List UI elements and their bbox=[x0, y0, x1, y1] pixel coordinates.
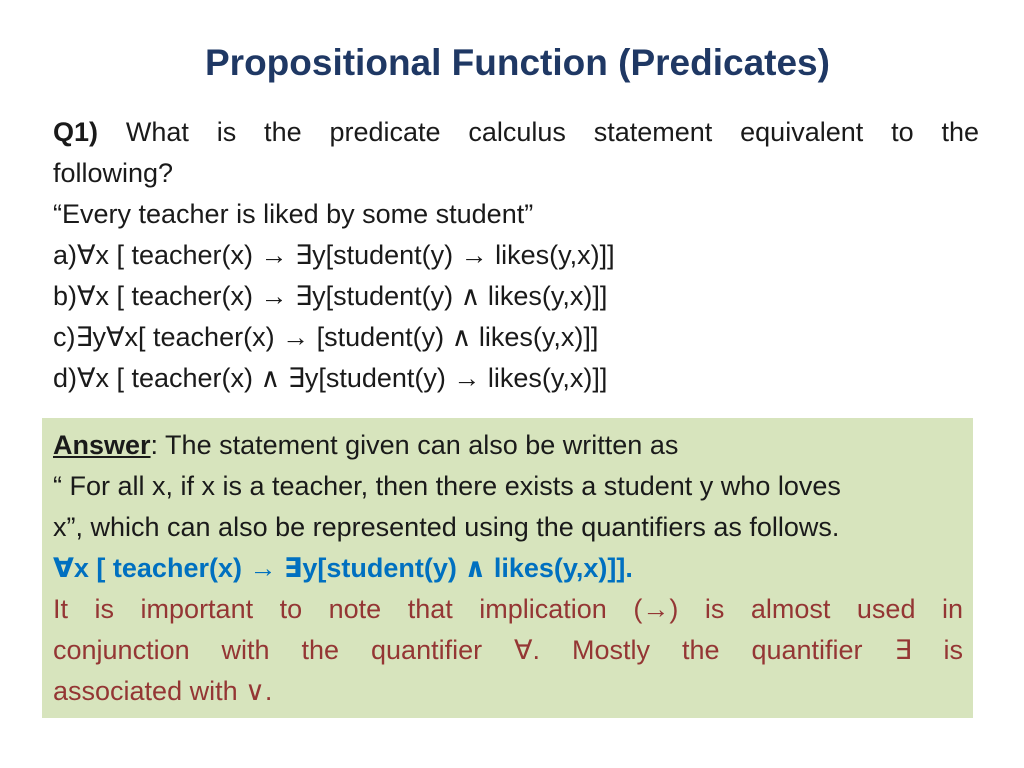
option-d: d)∀x [ teacher(x) ∧ ∃y[student(y) → likes(y,x)]] bbox=[53, 363, 608, 393]
answer-formula: ∀x [ teacher(x) → ∃y[student(y) ∧ likes(y,x)]]. bbox=[53, 553, 633, 583]
answer-line-2: “ For all x, if x is a teacher, then there exists a student y who loves bbox=[53, 471, 841, 501]
note-line-3: associated with ∨. bbox=[53, 676, 273, 706]
question-text: What is the predicate calculus statement equivalent to the bbox=[125, 117, 979, 147]
question-line-1 bbox=[53, 112, 979, 153]
note-line-1: It is important to note that implication (→) is almost used in bbox=[53, 594, 963, 624]
option-b: b)∀x [ teacher(x) → ∃y[student(y) ∧ likes(y,x)]] bbox=[53, 281, 608, 311]
note-line-2: conjunction with the quantifier ∀. Mostly the quantifier ∃ is bbox=[53, 635, 963, 665]
question-block bbox=[53, 112, 979, 399]
answer-label: Answer bbox=[53, 430, 151, 460]
answer-intro: : The statement given can also be written as bbox=[150, 430, 679, 460]
option-a: a)∀x [ teacher(x) → ∃y[student(y) → likes(y,x)]] bbox=[53, 240, 615, 270]
answer-box bbox=[42, 418, 973, 718]
question-text-continued: following? bbox=[53, 158, 174, 188]
answer-line-1 bbox=[53, 425, 963, 466]
slide-title: Propositional Function (Predicates) bbox=[205, 42, 830, 83]
option-c: c)∃y∀x[ teacher(x) → [student(y) ∧ likes(y,x)]] bbox=[53, 322, 599, 352]
question-quote: “Every teacher is liked by some student” bbox=[53, 199, 534, 229]
question-label: Q1) bbox=[53, 117, 99, 147]
answer-line-3: x”, which can also be represented using the quantifiers as follows. bbox=[53, 512, 840, 542]
